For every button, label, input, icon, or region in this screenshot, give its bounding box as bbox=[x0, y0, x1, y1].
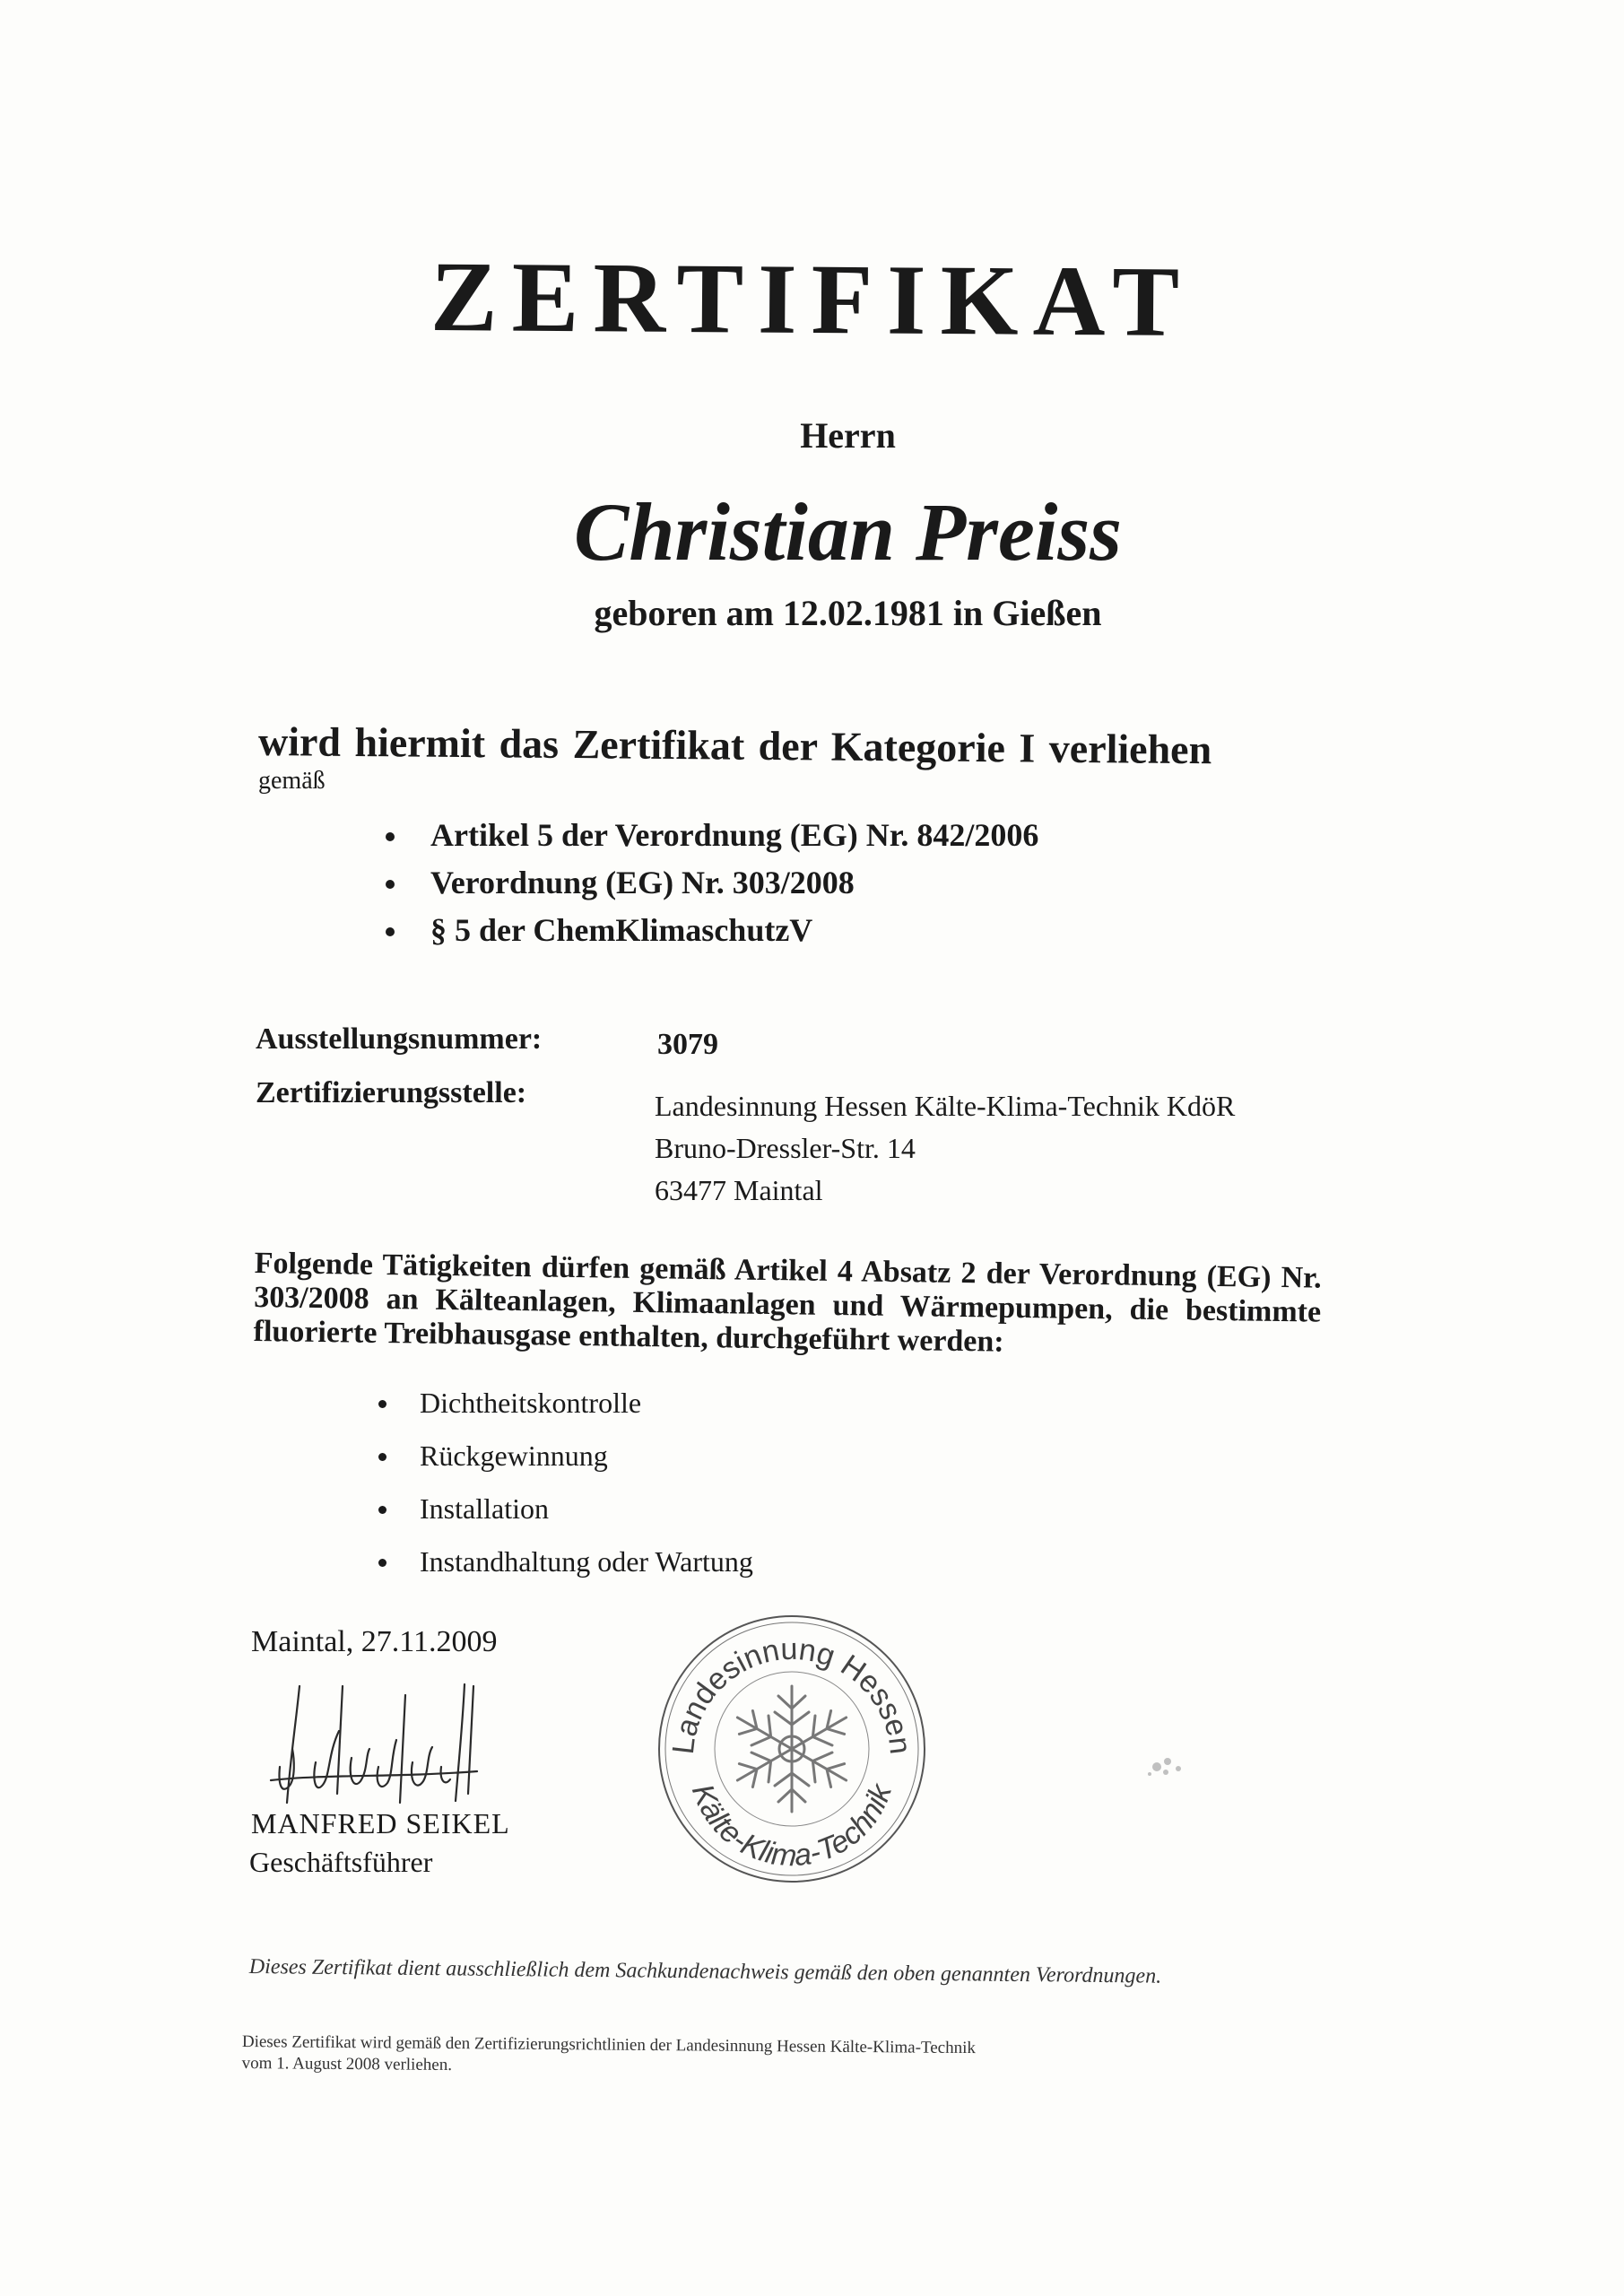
activity-list bbox=[368, 1377, 753, 1588]
birth-line: geboren am 12.02.1981 in Gießen bbox=[594, 593, 1102, 633]
issue-number-label: Ausstellungsnummer: bbox=[256, 1022, 543, 1056]
activities-intro: Folgende Tätigkeiten dürfen gemäß Artikel 4 Absatz 2 der Verordnung (EG) Nr. 303/2008 an Kälteanlagen, Klimaanlagen und Wärmepumpen, die bestimmte fluorierte Treibhausgase enthalten, durchgeführt werden: bbox=[253, 1247, 1322, 1359]
certification-body-address bbox=[655, 1085, 1235, 1212]
award-line: wird hiermit das Zertifikat der Kategorie I verliehen bbox=[257, 718, 1212, 773]
footnote-line: vom 1. August 2008 verliehen. bbox=[241, 2053, 453, 2075]
address-line: Landesinnung Hessen Kälte-Klima-Technik KdöR bbox=[655, 1090, 1236, 1122]
place-date: Maintal, 27.11.2009 bbox=[251, 1625, 498, 1658]
issue-number: 3079 bbox=[657, 1028, 718, 1061]
scan-smudge bbox=[1139, 1749, 1202, 1785]
regulation-list bbox=[375, 812, 1038, 954]
signer-name: MANFRED SEIKEL bbox=[251, 1807, 510, 1839]
snowflake-seal-icon bbox=[653, 1610, 931, 1888]
activity-item: Rückgewinnung bbox=[368, 1430, 753, 1483]
gemaess-label: gemäß bbox=[258, 767, 326, 795]
handwritten-signature bbox=[253, 1668, 522, 1812]
seal-bottom-text: Kälte-Klima-Technik bbox=[684, 1779, 899, 1874]
disclaimer: Dieses Zertifikat dient ausschließlich dem Sachkundenachweis gemäß den oben genannten Verordnungen. bbox=[248, 1955, 1162, 1988]
snowflake-icon bbox=[729, 1686, 855, 1812]
seal-top-text: Landesinnung Hessen bbox=[665, 1631, 918, 1756]
regulation-item: Artikel 5 der Verordnung (EG) Nr. 842/2006 bbox=[375, 812, 1038, 859]
address-line: 63477 Maintal bbox=[655, 1174, 823, 1206]
address-line: Bruno-Dressler-Str. 14 bbox=[655, 1132, 916, 1164]
footnote-line: Dieses Zertifikat wird gemäß den Zertifizierungsrichtlinien der Landesinnung Hessen Kälte-Klima-Technik bbox=[241, 2032, 976, 2058]
recipient-name: Christian Preiss bbox=[574, 486, 1122, 578]
activity-item: Instandhaltung oder Wartung bbox=[368, 1535, 753, 1588]
regulation-item: Verordnung (EG) Nr. 303/2008 bbox=[375, 859, 1038, 907]
footnote bbox=[242, 2031, 976, 2081]
salutation: Herrn bbox=[800, 415, 896, 456]
certification-body-label: Zertifizierungsstelle: bbox=[256, 1076, 527, 1109]
signer-role: Geschäftsführer bbox=[249, 1846, 433, 1878]
activity-item: Dichtheitskontrolle bbox=[368, 1377, 753, 1430]
certificate-title: ZERTIFIKAT bbox=[430, 241, 1194, 358]
activity-item: Installation bbox=[368, 1483, 753, 1535]
regulation-item: § 5 der ChemKlimaschutzV bbox=[375, 907, 1038, 954]
